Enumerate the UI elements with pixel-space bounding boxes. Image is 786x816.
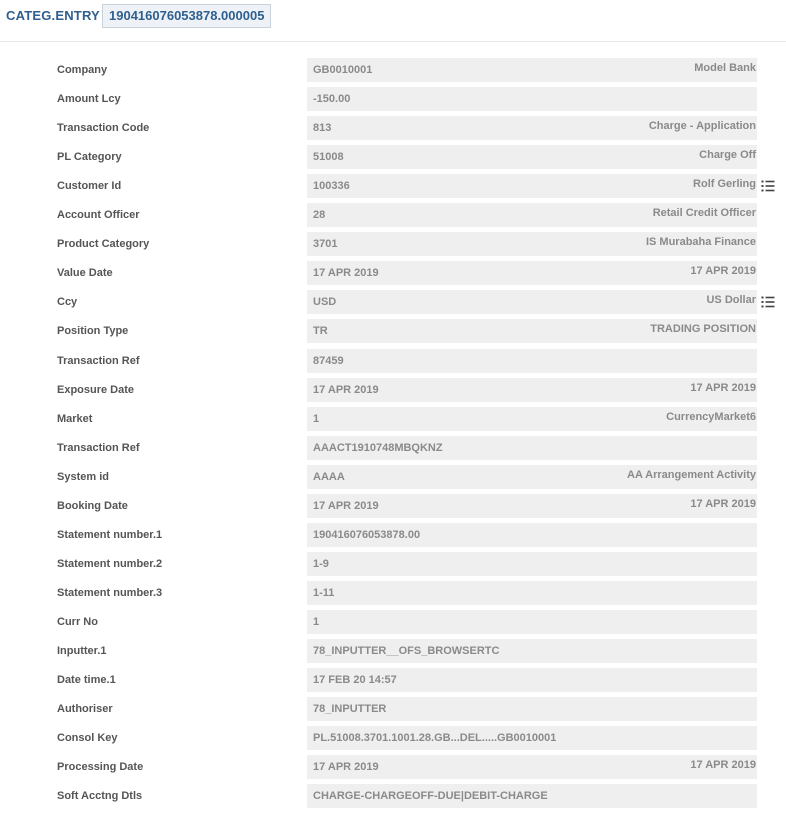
application-title: CATEG.ENTRY [6, 8, 100, 23]
field-value-box [307, 726, 757, 750]
field-value: 3701 [313, 238, 338, 250]
list-icon[interactable] [761, 295, 775, 309]
field-label: Market [57, 413, 93, 425]
list-icon[interactable] [761, 179, 775, 193]
field-description: TRADING POSITION [650, 323, 756, 335]
field-value: AAAA [313, 471, 345, 483]
field-value: 17 APR 2019 [313, 267, 379, 279]
field-description: 17 APR 2019 [690, 498, 756, 510]
field-value: 190416076053878.00 [313, 529, 421, 541]
field-value-box [307, 319, 757, 343]
field-label: Soft Acctng Dtls [57, 790, 143, 802]
field-label: Company [57, 64, 108, 76]
field-row [0, 639, 786, 663]
field-value: AAACT1910748MBQKNZ [313, 442, 443, 454]
field-value: 28 [313, 209, 326, 221]
field-row [0, 465, 786, 489]
field-row [0, 552, 786, 576]
field-description: 17 APR 2019 [690, 265, 756, 277]
field-row [0, 290, 786, 314]
field-value-box [307, 610, 757, 634]
field-description: 17 APR 2019 [690, 382, 756, 394]
field-label: Product Category [57, 238, 150, 250]
field-row [0, 726, 786, 750]
field-value: 1 [313, 413, 320, 425]
field-value-box [307, 349, 757, 373]
field-value: 51008 [313, 151, 344, 163]
field-label: Transaction Ref [57, 442, 140, 454]
field-label: Exposure Date [57, 384, 135, 396]
field-row [0, 349, 786, 373]
field-value-box [307, 523, 757, 547]
field-description: Charge - Application [648, 120, 756, 132]
header-bar [0, 0, 786, 42]
record-id-tab[interactable]: 190416076053878.000005 [102, 4, 271, 28]
field-row [0, 145, 786, 169]
field-value: 1 [313, 616, 320, 628]
field-value: 1-9 [313, 558, 329, 570]
field-value-box [307, 232, 757, 256]
field-value: 1-11 [313, 587, 335, 599]
field-label: PL Category [57, 151, 122, 163]
field-value: 813 [313, 122, 332, 134]
field-value-box [307, 784, 757, 808]
field-description: Rolf Gerling [693, 178, 756, 190]
field-value: 17 APR 2019 [313, 384, 379, 396]
field-row [0, 697, 786, 721]
field-label: Processing Date [57, 761, 144, 773]
field-label: Consol Key [57, 732, 118, 744]
field-value-box [307, 755, 757, 779]
field-value-box [307, 552, 757, 576]
field-row [0, 261, 786, 285]
field-label: Statement number.3 [57, 587, 163, 599]
field-value: CHARGE-CHARGEOFF-DUE|DEBIT-CHARGE [313, 790, 548, 802]
field-row [0, 87, 786, 111]
field-row [0, 494, 786, 518]
field-value: -150.00 [313, 93, 351, 105]
field-description: Charge Off [699, 149, 756, 161]
field-description: 17 APR 2019 [690, 759, 756, 771]
field-value: PL.51008.3701.1001.28.GB...DEL.....GB0010001 [313, 732, 557, 744]
field-value-box [307, 203, 757, 227]
field-row [0, 784, 786, 808]
field-value: 78_INPUTTER__OFS_BROWSERTC [313, 645, 500, 657]
field-value-box [307, 378, 757, 402]
field-description: US Dollar [706, 294, 756, 306]
field-row [0, 174, 786, 198]
field-label: Ccy [57, 296, 78, 308]
field-row [0, 436, 786, 460]
field-description: AA Arrangement Activity [627, 469, 756, 481]
field-row [0, 58, 786, 82]
field-value-box [307, 465, 757, 489]
field-row [0, 523, 786, 547]
field-value-box [307, 58, 757, 82]
field-value: 17 APR 2019 [313, 500, 379, 512]
field-value: GB0010001 [313, 64, 373, 76]
field-row [0, 407, 786, 431]
field-label: Authoriser [57, 703, 113, 715]
field-value-box [307, 290, 757, 314]
field-value-box [307, 668, 757, 692]
field-row [0, 232, 786, 256]
field-value-box [307, 87, 757, 111]
field-value: 17 APR 2019 [313, 761, 379, 773]
field-row [0, 116, 786, 140]
field-row [0, 319, 786, 343]
field-row [0, 203, 786, 227]
field-label: Position Type [57, 325, 129, 337]
field-value: USD [313, 296, 337, 308]
field-value-box [307, 639, 757, 663]
field-value-box [307, 697, 757, 721]
field-value-box [307, 145, 757, 169]
field-value: 17 FEB 20 14:57 [313, 674, 397, 686]
field-label: Inputter.1 [57, 645, 107, 657]
field-value: TR [313, 325, 328, 337]
field-value-box [307, 436, 757, 460]
field-label: Customer Id [57, 180, 122, 192]
field-label: Amount Lcy [57, 93, 121, 105]
field-value-box [307, 116, 757, 140]
field-value: 100336 [313, 180, 350, 192]
field-value: 78_INPUTTER [313, 703, 387, 715]
field-description: Model Bank [694, 62, 756, 74]
field-description: IS Murabaha Finance [645, 236, 756, 248]
field-value-box [307, 261, 757, 285]
field-value-box [307, 174, 757, 198]
field-value-box [307, 581, 757, 605]
field-description: CurrencyMarket6 [666, 411, 756, 423]
field-value-box [307, 494, 757, 518]
field-label: Transaction Ref [57, 355, 140, 367]
field-label: Transaction Code [57, 122, 150, 134]
field-value-box [307, 407, 757, 431]
field-row [0, 378, 786, 402]
field-label: Date time.1 [57, 674, 116, 686]
field-value: 87459 [313, 355, 344, 367]
field-label: Account Officer [57, 209, 140, 221]
field-row [0, 581, 786, 605]
field-label: System id [57, 471, 109, 483]
field-label: Statement number.1 [57, 529, 163, 541]
field-row [0, 755, 786, 779]
field-row [0, 610, 786, 634]
field-label: Booking Date [57, 500, 128, 512]
field-label: Value Date [57, 267, 113, 279]
field-label: Curr No [57, 616, 98, 628]
field-description: Retail Credit Officer [652, 207, 756, 219]
field-label: Statement number.2 [57, 558, 163, 570]
field-row [0, 668, 786, 692]
